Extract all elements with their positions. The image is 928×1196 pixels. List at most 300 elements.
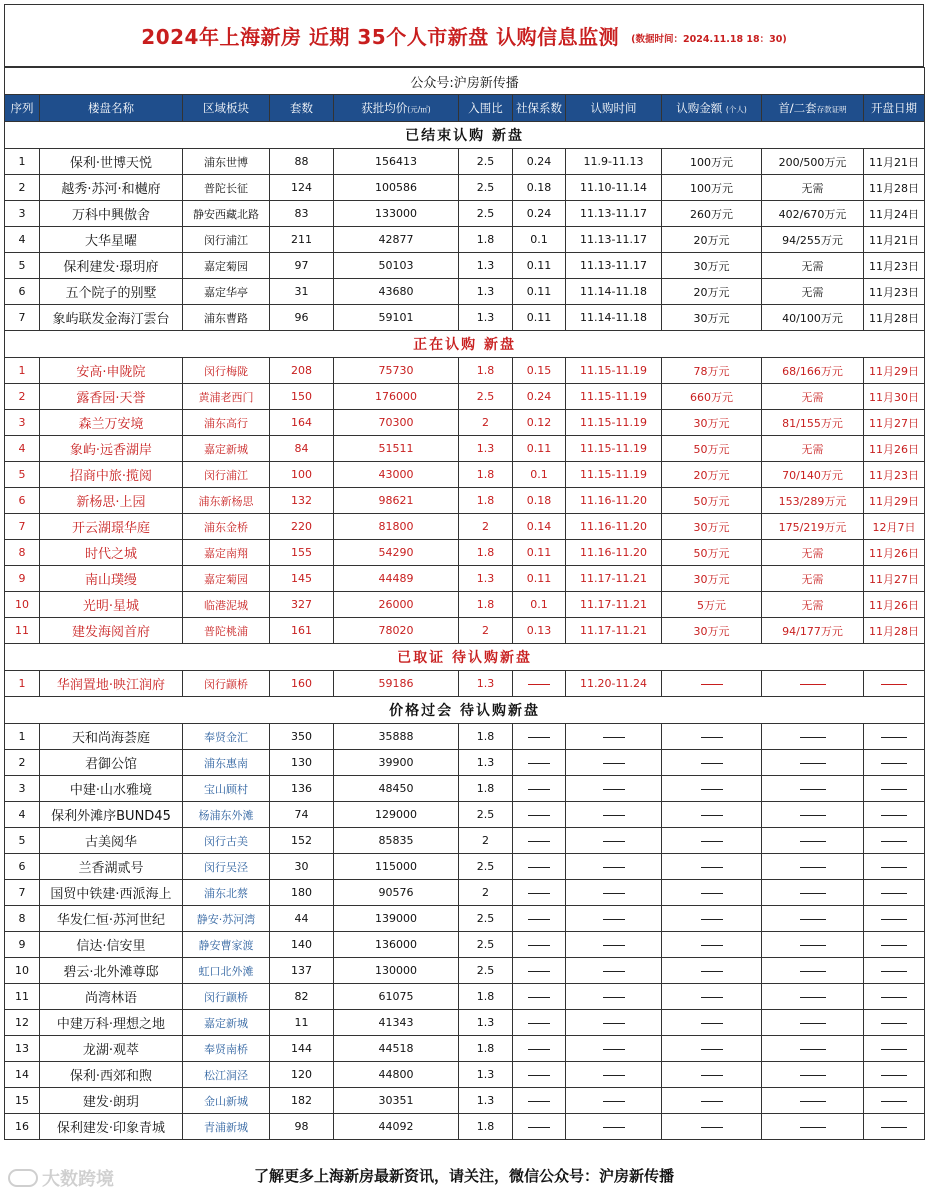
cell-ratio: 2 [459,410,513,436]
cell-social [513,1088,566,1114]
cell-name: 建发·朗玥 [40,1088,183,1114]
cell-ratio: 1.3 [459,1062,513,1088]
cell-seq: 1 [5,671,40,697]
cell-time: 11.20-11.24 [566,671,662,697]
cell-deposit: 200/500万元 [762,149,864,175]
cell-price: 41343 [334,1010,459,1036]
cell-ratio: 2.5 [459,958,513,984]
cell-area: 静安曹家渡 [183,932,270,958]
cell-area: 金山新城 [183,1088,270,1114]
cell-amount [662,802,762,828]
cell-social: 0.18 [513,175,566,201]
cell-units: 145 [270,566,334,592]
cell-amount: 78万元 [662,358,762,384]
cell-open: 11月23日 [864,253,925,279]
cell-seq: 10 [5,958,40,984]
col-seq: 序列 [5,95,40,122]
cell-ratio: 2 [459,514,513,540]
cell-price: 98621 [334,488,459,514]
cell-seq: 13 [5,1036,40,1062]
dash-placeholder [701,841,723,842]
cell-price: 43000 [334,462,459,488]
dash-placeholder [528,763,550,764]
dash-placeholder [881,684,907,685]
cell-ratio: 1.3 [459,671,513,697]
cell-units: 161 [270,618,334,644]
cell-price: 54290 [334,540,459,566]
cell-social: 0.14 [513,514,566,540]
col-price-label: 获批均价 [361,101,408,115]
cell-time: 11.15-11.19 [566,436,662,462]
cell-name: 时代之城 [40,540,183,566]
cell-open [864,750,925,776]
cell-price: 78020 [334,618,459,644]
dash-placeholder [881,945,907,946]
dash-placeholder [800,684,826,685]
col-deposit-label: 首/二套 [778,101,817,115]
dash-placeholder [800,971,826,972]
dash-placeholder [881,893,907,894]
dash-placeholder [800,789,826,790]
dash-placeholder [881,1075,907,1076]
cell-area: 闵行颛桥 [183,984,270,1010]
cell-units: 164 [270,410,334,436]
cell-time [566,828,662,854]
listing-table [4,67,925,1140]
cell-seq: 4 [5,802,40,828]
dash-placeholder [603,945,625,946]
cell-time: 11.16-11.20 [566,514,662,540]
cell-open [864,932,925,958]
cell-deposit: 81/155万元 [762,410,864,436]
dash-placeholder [881,1049,907,1050]
dash-placeholder [528,684,550,685]
cell-deposit: 94/255万元 [762,227,864,253]
cell-deposit [762,984,864,1010]
cell-social: 0.11 [513,566,566,592]
cell-name: 象屿联发金海汀雲台 [40,305,183,331]
cell-units: 11 [270,1010,334,1036]
col-amount [662,95,762,122]
cell-price: 42877 [334,227,459,253]
dash-placeholder [800,893,826,894]
cell-social [513,1010,566,1036]
cell-name: 华发仁恒·苏河世纪 [40,906,183,932]
cell-price: 85835 [334,828,459,854]
cell-units: 44 [270,906,334,932]
watermark [8,1166,114,1190]
table-row [5,1062,925,1088]
dash-placeholder [603,997,625,998]
cell-name: 保利·西郊和煦 [40,1062,183,1088]
dash-placeholder [528,841,550,842]
cell-social: 0.13 [513,618,566,644]
dash-placeholder [701,1075,723,1076]
cell-seq: 4 [5,436,40,462]
cell-name: 华润置地·映江润府 [40,671,183,697]
cell-open: 11月29日 [864,488,925,514]
cell-units: 180 [270,880,334,906]
cell-ratio: 2.5 [459,201,513,227]
cell-deposit: 40/100万元 [762,305,864,331]
cell-social [513,750,566,776]
cell-units: 100 [270,462,334,488]
cell-social [513,671,566,697]
cell-amount [662,906,762,932]
account-row [5,68,925,95]
col-social: 社保系数 [513,95,566,122]
cell-deposit: 68/166万元 [762,358,864,384]
cell-units: 220 [270,514,334,540]
cell-time: 11.15-11.19 [566,384,662,410]
cell-area: 黄浦老西门 [183,384,270,410]
cell-deposit [762,828,864,854]
cell-social [513,984,566,1010]
cell-price: 176000 [334,384,459,410]
cell-price: 133000 [334,201,459,227]
cell-seq: 7 [5,305,40,331]
cell-open [864,776,925,802]
col-amount-unit: (个人) [725,105,747,114]
cell-price: 90576 [334,880,459,906]
cell-name: 天和尚海荟庭 [40,724,183,750]
dash-placeholder [603,763,625,764]
cell-units: 136 [270,776,334,802]
cell-name: 建发海阅首府 [40,618,183,644]
cell-seq: 1 [5,358,40,384]
cell-seq: 5 [5,828,40,854]
table-row [5,958,925,984]
table-row [5,175,925,201]
table-row [5,488,925,514]
cell-social: 0.24 [513,201,566,227]
dash-placeholder [603,919,625,920]
cell-seq: 14 [5,1062,40,1088]
dash-placeholder [603,1075,625,1076]
table-row [5,410,925,436]
dash-placeholder [603,841,625,842]
cell-amount [662,671,762,697]
cell-ratio: 1.8 [459,984,513,1010]
cell-area: 闵行古美 [183,828,270,854]
table-row [5,880,925,906]
cell-open [864,1088,925,1114]
cell-time [566,802,662,828]
cell-amount [662,724,762,750]
cell-deposit: 无需 [762,279,864,305]
table-row [5,149,925,175]
cell-time: 11.13-11.17 [566,253,662,279]
cell-open [864,1114,925,1140]
cell-amount: 50万元 [662,488,762,514]
cell-name: 尚湾林语 [40,984,183,1010]
cell-time: 11.13-11.17 [566,227,662,253]
cell-area: 嘉定华亭 [183,279,270,305]
cell-price: 44092 [334,1114,459,1140]
cell-price: 136000 [334,932,459,958]
cell-amount: 30万元 [662,410,762,436]
dash-placeholder [701,789,723,790]
cell-seq: 3 [5,776,40,802]
cell-social: 0.15 [513,358,566,384]
dash-placeholder [528,789,550,790]
dash-placeholder [701,737,723,738]
cell-time [566,854,662,880]
cell-deposit [762,802,864,828]
cell-name: 越秀·苏河·和樾府 [40,175,183,201]
cell-price: 43680 [334,279,459,305]
dash-placeholder [528,737,550,738]
dash-placeholder [603,1101,625,1102]
cell-open: 11月21日 [864,149,925,175]
dash-placeholder [528,945,550,946]
col-price [334,95,459,122]
cell-name: 保利建发·印象青城 [40,1114,183,1140]
col-units: 套数 [270,95,334,122]
dash-placeholder [528,919,550,920]
dash-placeholder [701,815,723,816]
cell-time [566,724,662,750]
cell-area: 闵行颛桥 [183,671,270,697]
dash-placeholder [528,815,550,816]
cell-time [566,1036,662,1062]
cell-seq: 3 [5,410,40,436]
cell-social: 0.11 [513,540,566,566]
col-time: 认购时间 [566,95,662,122]
cell-name: 保利外滩序BUND45 [40,802,183,828]
cell-ratio: 2.5 [459,932,513,958]
cell-open: 11月23日 [864,462,925,488]
dash-placeholder [701,1127,723,1128]
cell-social [513,1036,566,1062]
cell-deposit: 无需 [762,384,864,410]
cell-social [513,1062,566,1088]
cell-social [513,1114,566,1140]
dash-placeholder [800,763,826,764]
table-row [5,592,925,618]
dash-placeholder [603,867,625,868]
section-title: 已取证 待认购新盘 [5,644,925,671]
cell-units: 82 [270,984,334,1010]
section-title: 价格过会 待认购新盘 [5,697,925,724]
table-row [5,514,925,540]
cell-deposit [762,1010,864,1036]
cell-ratio: 1.3 [459,253,513,279]
cell-area: 嘉定新城 [183,1010,270,1036]
cell-units: 31 [270,279,334,305]
cell-social: 0.18 [513,488,566,514]
cell-seq: 5 [5,462,40,488]
cell-price: 48450 [334,776,459,802]
cell-social: 0.11 [513,279,566,305]
cell-social [513,958,566,984]
dash-placeholder [800,919,826,920]
cell-ratio: 1.8 [459,358,513,384]
cell-area: 嘉定新城 [183,436,270,462]
cell-area: 青浦新城 [183,1114,270,1140]
cell-open: 11月29日 [864,358,925,384]
cell-area: 浦东金桥 [183,514,270,540]
cell-units: 208 [270,358,334,384]
cell-deposit: 无需 [762,436,864,462]
cell-amount: 100万元 [662,175,762,201]
cell-area: 普陀桃浦 [183,618,270,644]
cell-ratio: 2.5 [459,175,513,201]
dash-placeholder [603,1023,625,1024]
col-deposit-unit: 存款证明 [816,105,847,114]
cell-open [864,1036,925,1062]
dash-placeholder [701,945,723,946]
cell-open [864,1062,925,1088]
cell-deposit [762,1036,864,1062]
cell-open: 12月7日 [864,514,925,540]
cell-area: 临港泥城 [183,592,270,618]
cell-seq: 7 [5,514,40,540]
dash-placeholder [528,1049,550,1050]
cell-time [566,958,662,984]
cell-area: 浦东高行 [183,410,270,436]
cell-area: 静安·苏河湾 [183,906,270,932]
cell-time: 11.9-11.13 [566,149,662,175]
cell-social [513,776,566,802]
cell-social [513,880,566,906]
col-open: 开盘日期 [864,95,925,122]
dash-placeholder [701,893,723,894]
cell-deposit [762,880,864,906]
cell-ratio: 2 [459,618,513,644]
cell-social: 0.11 [513,253,566,279]
cell-seq: 8 [5,906,40,932]
cell-area: 宝山顾村 [183,776,270,802]
cell-area: 虹口北外滩 [183,958,270,984]
cell-seq: 10 [5,592,40,618]
cell-open [864,984,925,1010]
cell-social: 0.1 [513,227,566,253]
cell-price: 30351 [334,1088,459,1114]
cell-ratio: 1.8 [459,1114,513,1140]
cell-seq: 11 [5,984,40,1010]
cell-seq: 6 [5,854,40,880]
cell-ratio: 1.3 [459,279,513,305]
cell-amount: 5万元 [662,592,762,618]
cell-units: 155 [270,540,334,566]
table-row [5,776,925,802]
dash-placeholder [800,945,826,946]
page-title: 2024年上海新房 近期 35个人市新盘 认购信息监测 [141,25,620,49]
dash-placeholder [881,1127,907,1128]
section-header [5,122,925,149]
cell-name: 信达·信安里 [40,932,183,958]
cell-time [566,1088,662,1114]
table-row [5,932,925,958]
cell-price: 51511 [334,436,459,462]
cell-seq: 9 [5,932,40,958]
cell-open: 11月26日 [864,592,925,618]
cell-seq: 12 [5,1010,40,1036]
cell-name: 兰香湖贰号 [40,854,183,880]
cell-name: 象屿·远香湖岸 [40,436,183,462]
cell-area: 闵行吴泾 [183,854,270,880]
cell-name: 光明·星城 [40,592,183,618]
section-header [5,697,925,724]
table-row [5,1036,925,1062]
dash-placeholder [800,815,826,816]
dash-placeholder [528,893,550,894]
cell-seq: 6 [5,488,40,514]
cell-price: 81800 [334,514,459,540]
cell-name: 君御公馆 [40,750,183,776]
dash-placeholder [701,1101,723,1102]
cell-units: 30 [270,854,334,880]
table-row [5,436,925,462]
cell-units: 96 [270,305,334,331]
cell-amount [662,1062,762,1088]
cell-name: 森兰万安境 [40,410,183,436]
cell-seq: 11 [5,618,40,644]
cell-amount: 50万元 [662,436,762,462]
section-title: 正在认购 新盘 [5,331,925,358]
cell-time: 11.17-11.21 [566,618,662,644]
dash-placeholder [528,1023,550,1024]
cell-ratio: 1.8 [459,540,513,566]
dash-placeholder [603,971,625,972]
column-header-row [5,95,925,122]
table-row [5,1088,925,1114]
cell-deposit [762,906,864,932]
cell-deposit: 175/219万元 [762,514,864,540]
table-row [5,201,925,227]
dash-placeholder [701,971,723,972]
dash-placeholder [701,997,723,998]
cell-deposit [762,671,864,697]
cell-time [566,1114,662,1140]
cell-name: 万科中興傲舍 [40,201,183,227]
cell-time: 11.14-11.18 [566,279,662,305]
cell-open: 11月27日 [864,566,925,592]
dash-placeholder [881,971,907,972]
watermark-text: 大数跨境 [42,1169,114,1190]
section-header [5,331,925,358]
dash-placeholder [881,1101,907,1102]
dash-placeholder [603,737,625,738]
cell-deposit [762,958,864,984]
table-row [5,671,925,697]
cell-open: 11月26日 [864,540,925,566]
cell-ratio: 1.3 [459,1010,513,1036]
dash-placeholder [800,1049,826,1050]
cell-price: 44489 [334,566,459,592]
cell-ratio: 2 [459,828,513,854]
cell-amount [662,854,762,880]
cell-social: 0.11 [513,305,566,331]
cell-name: 中建·山水雅境 [40,776,183,802]
cell-amount: 20万元 [662,279,762,305]
cell-open: 11月24日 [864,201,925,227]
cell-units: 83 [270,201,334,227]
cell-seq: 1 [5,724,40,750]
cell-seq: 2 [5,750,40,776]
cell-units: 74 [270,802,334,828]
table-row [5,828,925,854]
cell-units: 120 [270,1062,334,1088]
cell-social: 0.24 [513,149,566,175]
cell-deposit [762,750,864,776]
cell-time [566,750,662,776]
section-header [5,644,925,671]
cell-area: 奉贤南桥 [183,1036,270,1062]
cell-amount [662,1088,762,1114]
cell-deposit: 70/140万元 [762,462,864,488]
